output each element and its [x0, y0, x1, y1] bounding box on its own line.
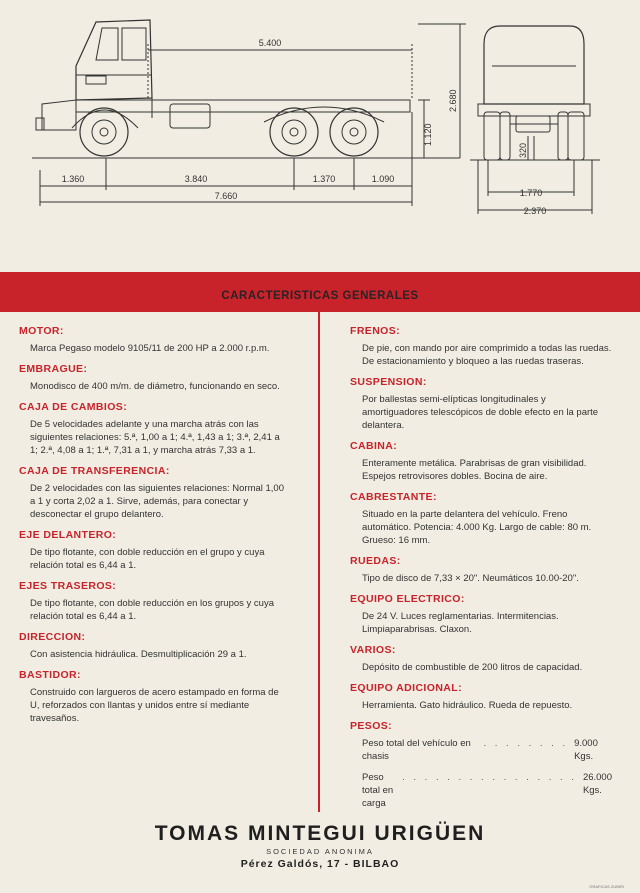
spec-title: EMBRAGUE: — [19, 363, 88, 375]
dim-overall-length: 7.660 — [214, 191, 238, 201]
spec-title: PESOS: — [350, 720, 393, 732]
dim-overall-height: 2.680 — [448, 89, 458, 112]
spec-title: FRENOS: — [350, 325, 401, 337]
spec-equipo-adicional — [332, 682, 620, 712]
spec-line: Depósito de combustible de 200 litros de capacidad. — [362, 662, 583, 673]
spec-line: Enteramente metálica. Parabrisas de gran visibilidad. Espejos retrovisores dobles. Bocina de aire. — [362, 458, 587, 482]
dim-track: 1.770 — [519, 188, 543, 198]
spec-suspension — [332, 376, 620, 432]
spec-line: De estacionamiento y bloqueo a las ruedas traseras. — [362, 356, 584, 367]
spec-body: De 5 velocidades adelante y una marcha atrás con las siguientes relaciones: 5.ª, 1,00 a 1; 4.ª, 1,43 a 1; 3.ª, 2,41 a 1; 2.ª, 4,08 a 1; 1.ª, 7,31 a 1, y marcha atrás 7,33 a 1. — [30, 419, 280, 456]
spec-direccion — [16, 631, 306, 661]
spec-body — [332, 393, 620, 432]
peso-value: 26.000 Kgs. — [582, 772, 612, 796]
spec-pesos — [332, 720, 620, 810]
spec-bastidor — [16, 669, 306, 725]
spec-body: De 2 velocidades con las siguientes relaciones: Normal 1,00 a 1 y corta 2,02 a 1. Sirve, además, para conectar y desconectar el grupo delantero. — [30, 483, 284, 520]
dim-ground-clearance: 320 — [518, 142, 528, 158]
dim-wheelbase-front: 3.840 — [184, 174, 208, 184]
spec-line: Situado en la parte delantera del vehículo. Freno automático. Potencia: 4.000 Kg. Largo de cable: 80 m. Grueso: 16 mm. — [362, 509, 592, 546]
truck-side-view — [36, 20, 410, 156]
company-subtitle: SOCIEDAD ANONIMA — [266, 847, 374, 856]
spec-body — [332, 342, 620, 368]
spec-embrague — [16, 363, 306, 393]
spec-body — [332, 737, 620, 810]
spec-ruedas — [332, 555, 620, 585]
spec-title: CAJA DE TRANSFERENCIA: — [19, 465, 170, 477]
spec-line: De pie, con mando por aire comprimido a todas las ruedas. — [362, 343, 612, 354]
truck-front-view — [470, 26, 600, 160]
spec-body — [332, 610, 620, 636]
spec-title: CABRESTANTE: — [350, 491, 437, 503]
peso-row — [362, 737, 612, 763]
spec-title: EQUIPO ADICIONAL: — [350, 682, 462, 694]
spec-equipo-electrico — [332, 593, 620, 636]
spec-body — [332, 572, 620, 585]
company-footer — [0, 822, 640, 870]
company-name: TOMAS MINTEGUI URIGÜEN — [154, 822, 486, 845]
spec-body: De tipo flotante, con doble reducción en los grupos y cuya relación total es 6,44 a 1. — [30, 598, 274, 622]
spec-line: De 24 V. Luces reglamentarias. Intermitencias. Limpiaparabrisas. Claxon. — [362, 611, 559, 635]
company-address: Pérez Galdós, 17 - BILBAO — [240, 858, 400, 870]
peso-row — [362, 771, 612, 810]
printer-credit: GRAFICAS ZUBIRI — [589, 884, 624, 889]
spec-title: EQUIPO ELECTRICO: — [350, 593, 465, 605]
spec-body — [332, 661, 620, 674]
section-heading: CARACTERISTICAS GENERALES — [221, 290, 419, 302]
spec-title: CAJA DE CAMBIOS: — [19, 401, 128, 413]
specs-right-column — [332, 325, 620, 818]
peso-value: 9.000 Kgs. — [574, 738, 598, 762]
truck-technical-drawing — [0, 0, 640, 272]
spec-title: SUSPENSION: — [350, 376, 427, 388]
spec-motor — [16, 325, 306, 355]
spec-title: VARIOS: — [350, 644, 396, 656]
dim-rear-overhang: 1.090 — [371, 174, 395, 184]
spec-cabina — [332, 440, 620, 483]
dim-front-overhang: 1.360 — [61, 174, 85, 184]
peso-label: Peso total en carga — [362, 772, 394, 809]
spec-caja-de-cambios — [16, 401, 306, 457]
spec-caja-de-transferencia — [16, 465, 306, 521]
spec-cabrestante — [332, 491, 620, 547]
spec-body: De tipo flotante, con doble reducción en el grupo y cuya relación total es 6,44 a 1. — [30, 547, 265, 571]
spec-body: Construido con largueros de acero estampado en forma de U, reforzados con llantas y unidos entre sí mediante travesaños. — [30, 687, 279, 724]
spec-title: DIRECCION: — [19, 631, 86, 643]
dim-overall-width: 2.370 — [523, 206, 547, 216]
spec-line: Herramienta. Gato hidráulico. Rueda de repuesto. — [362, 700, 573, 711]
spec-line: Tipo de disco de 7,33 × 20". Neumáticos 10.00-20". — [362, 573, 579, 584]
spec-frenos — [332, 325, 620, 368]
spec-eje-delantero — [16, 529, 306, 572]
spec-body — [332, 508, 620, 547]
column-divider — [318, 312, 320, 812]
spec-body: Marca Pegaso modelo 9105/11 de 200 HP a 2.000 r.p.m. — [30, 343, 270, 354]
leader-dots: . . . . . . . . . . . . . . . . — [402, 772, 577, 783]
spec-title: EJE DELANTERO: — [19, 529, 117, 541]
spec-title: EJES TRASEROS: — [19, 580, 117, 592]
spec-title: MOTOR: — [19, 325, 64, 337]
specs-left-column — [16, 325, 306, 733]
spec-body: Monodisco de 400 m/m. de diámetro, funcionando en seco. — [30, 381, 280, 392]
spec-title: BASTIDOR: — [19, 669, 81, 681]
spec-body: Con asistencia hidráulica. Desmultiplicación 29 a 1. — [30, 649, 247, 660]
spec-title: RUEDAS: — [350, 555, 401, 567]
peso-label: Peso total del vehículo en chasis — [362, 738, 471, 762]
spec-body — [332, 699, 620, 712]
dim-axle-spacing: 1.370 — [312, 174, 336, 184]
spec-body — [332, 457, 620, 483]
dim-frame-height: 1.120 — [423, 123, 433, 146]
spec-title: CABINA: — [350, 440, 398, 452]
leader-dots: . . . . . . . . — [483, 738, 569, 749]
spec-varios — [332, 644, 620, 674]
spec-ejes-traseros — [16, 580, 306, 623]
spec-line: Por ballestas semi-elípticas longitudinales y amortiguadores telescópicos de doble efecto en la parte delantera. — [362, 394, 599, 431]
dim-wheelbase-total: 5.400 — [258, 38, 282, 48]
